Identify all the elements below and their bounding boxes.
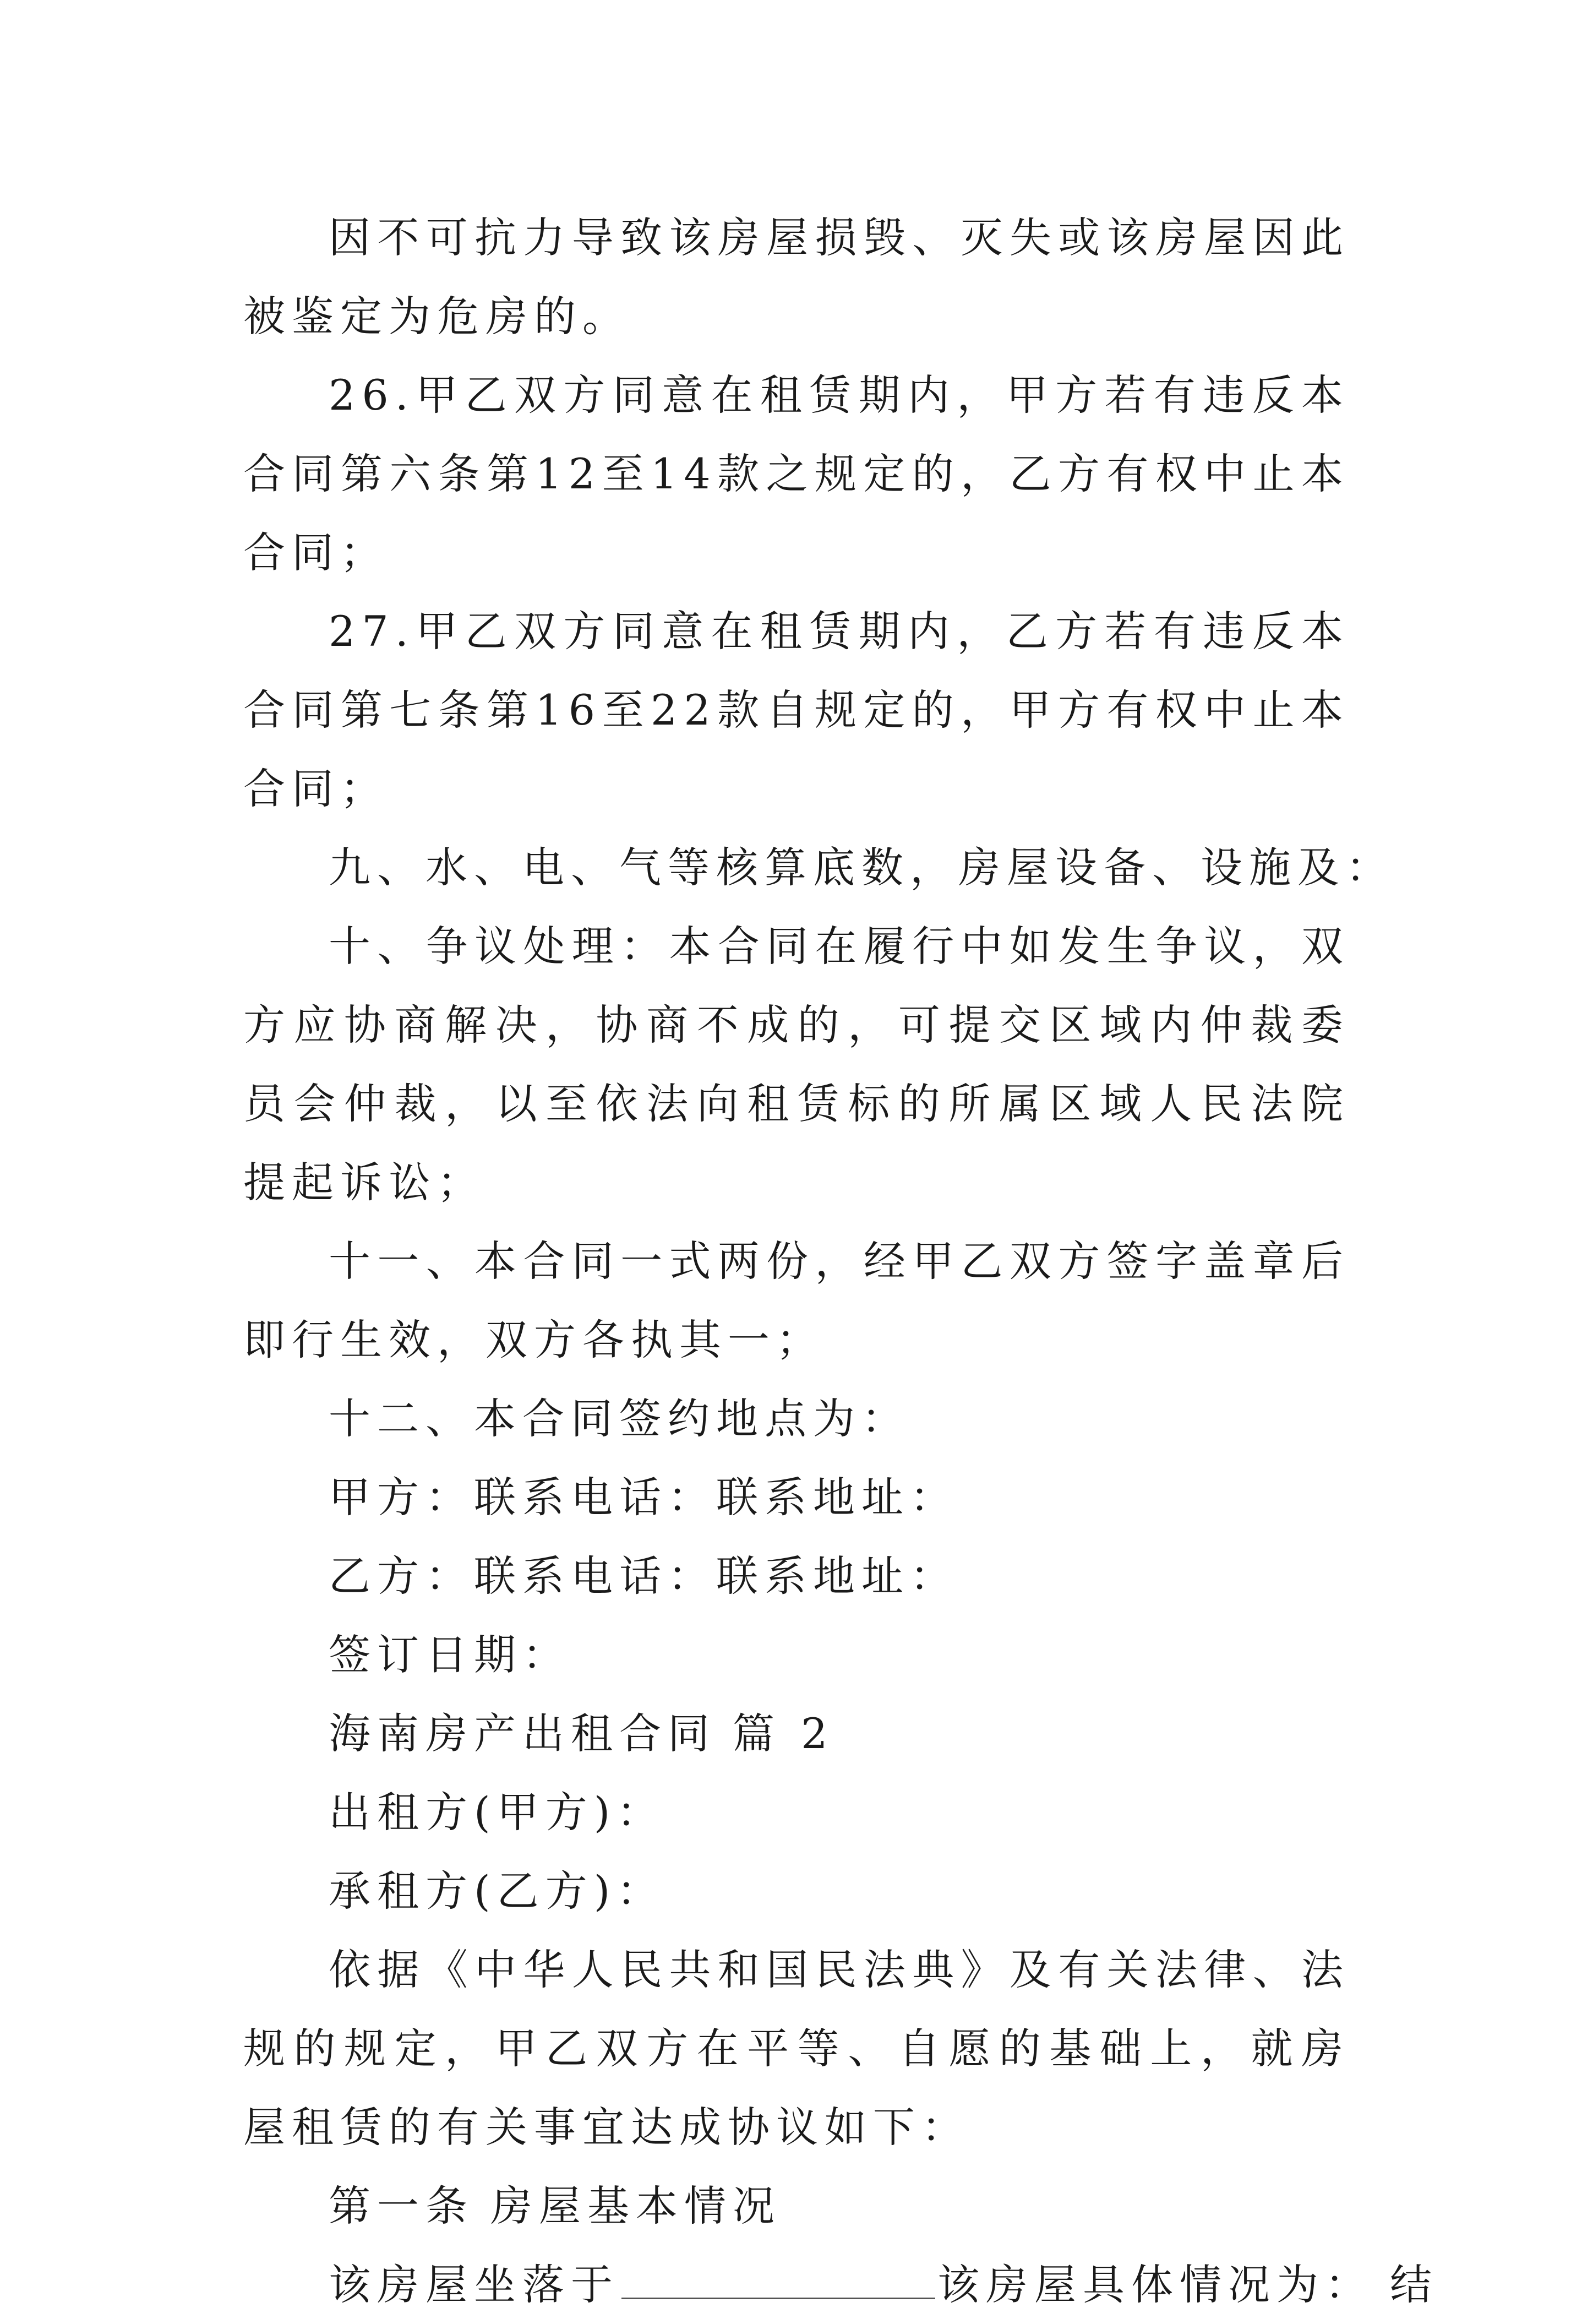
article-title: 房屋基本情况 <box>490 2181 781 2230</box>
paragraph-section-9: 九、水、电、气等核算底数，房屋设备、设施及： <box>329 843 1394 892</box>
party-a-contact-line: 甲方：联系电话：联系地址： <box>329 1473 958 1522</box>
article-1-heading <box>243 2167 1350 2245</box>
details-label: 该房屋具体情况为： <box>937 2260 1373 2309</box>
contract-title: 海南房产出租合同 <box>329 1709 716 1758</box>
paragraph-section-12: 十二、本合同签约地点为： <box>329 1394 910 1443</box>
paragraph-section-10: 十、争议处理：本合同在履行中如发生争议，双方应协商解决，协商不成的，可提交区域内仲裁委员会仲裁，以至依法向租赁标的所属区域人民法院提起诉讼； <box>243 922 1350 1207</box>
contract-title-part-2 <box>243 1694 1350 1773</box>
paragraph-section-11: 十一、本合同一式两份，经甲乙双方签字盖章后即行生效，双方各执其一； <box>243 1237 1350 1364</box>
paragraph-clause-27: 27.甲乙双方同意在租赁期内，乙方若有违反本合同第七条第16至22款自规定的，甲方有权中止本合同； <box>243 607 1350 813</box>
location-label: 该房屋坐落于 <box>329 2260 619 2309</box>
property-location-line <box>243 2245 1438 2324</box>
party-b-contact-line: 乙方：联系电话：联系地址： <box>329 1552 958 1601</box>
document-body <box>243 198 1438 2324</box>
location-blank-field <box>621 2261 935 2299</box>
contract-part-label: 篇 2 <box>733 1709 834 1758</box>
lessor-line: 出租方(甲方)： <box>329 1788 665 1837</box>
paragraph-force-majeure: 因不可抗力导致该房屋损毁、灭失或该房屋因此被鉴定为危房的。 <box>243 213 1350 341</box>
lessee-line: 承租方(乙方)： <box>329 1866 665 1915</box>
article-number: 第一条 <box>329 2181 474 2230</box>
paragraph-legal-basis: 依据《中华人民共和国民法典》及有关法律、法规的规定，甲乙双方在平等、自愿的基础上，就房屋租赁的有关事宜达成协议如下： <box>243 1945 1350 2152</box>
paragraph-clause-26: 26.甲乙双方同意在租赁期内，甲方若有违反本合同第六条第12至14款之规定的，乙方有权中止本合同； <box>243 371 1350 577</box>
structure-label-start: 结 <box>1390 2260 1438 2309</box>
signing-date-line: 签订日期： <box>329 1630 571 1679</box>
